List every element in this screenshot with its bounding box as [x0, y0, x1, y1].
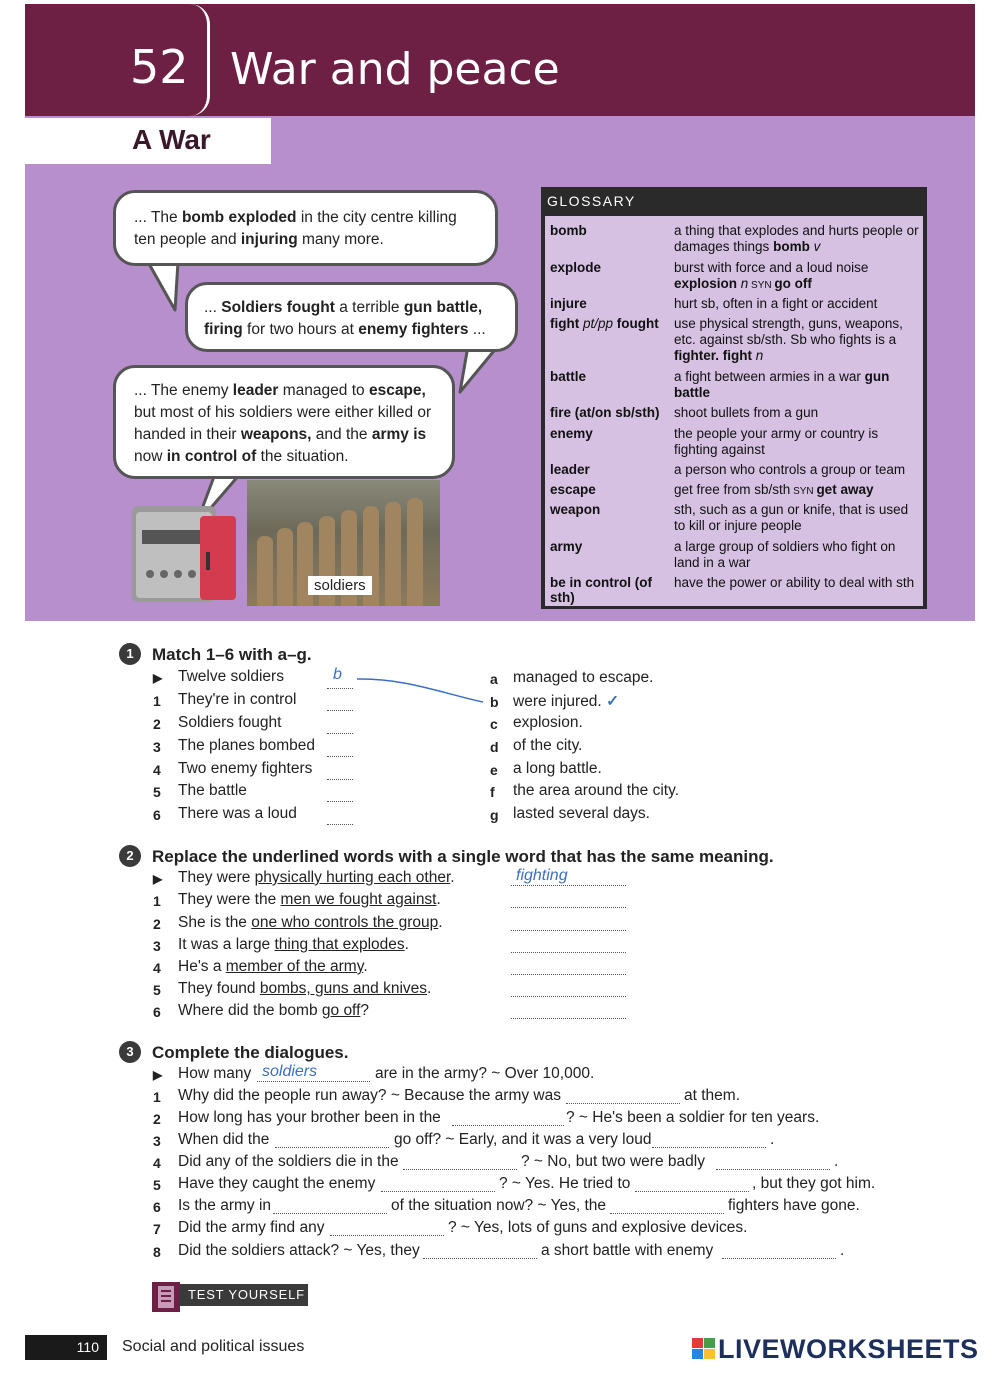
ex1-option-letter: d: [490, 739, 499, 755]
ex2-item-number: 3: [153, 938, 161, 954]
ex3-text: go off? ~ Early, and it was a very loud: [394, 1131, 652, 1148]
ex1-answer-4[interactable]: [327, 779, 353, 780]
footer-section: Social and political issues: [122, 1338, 305, 1355]
ex3-answer-8b[interactable]: [722, 1258, 836, 1259]
ex2-item-number: 6: [153, 1004, 161, 1020]
ex3-answer-6a[interactable]: [273, 1213, 387, 1214]
test-yourself-label: TEST YOURSELF: [180, 1284, 308, 1306]
exercise-3-title: Complete the dialogues.: [152, 1043, 349, 1062]
ex2-sentence: He's a member of the army.: [178, 958, 368, 975]
glossary-def: a person who controls a group or team: [674, 462, 906, 477]
ex3-item-number: 3: [153, 1133, 161, 1149]
speech-bubble-bomb: ... The bomb exploded in the city centre killing ten people and injuring many more.: [113, 190, 498, 266]
glossary-term: enemy: [550, 426, 593, 441]
ex1-left-text: They're in control: [178, 691, 297, 708]
book-icon: [152, 1280, 182, 1312]
glossary-term: fire (at/on sb/sth): [550, 405, 660, 420]
ex3-text: are in the army? ~ Over 10,000.: [375, 1065, 595, 1082]
ex2-sentence: It was a large thing that explodes.: [178, 936, 409, 953]
ex3-text: Did the soldiers attack? ~ Yes, they: [178, 1242, 420, 1259]
ex1-answer-3[interactable]: [327, 756, 353, 757]
ex3-example-answer: soldiers: [262, 1063, 318, 1080]
ex1-item-number: 5: [153, 784, 161, 800]
ex3-text: a short battle with enemy: [541, 1242, 714, 1259]
glossary-def: shoot bullets from a gun: [674, 405, 819, 420]
ex3-item-number: 8: [153, 1244, 161, 1260]
exercise-1-title: Match 1–6 with a–g.: [152, 645, 312, 664]
unit-title: War and peace: [230, 44, 560, 95]
glossary-def: a large group of soldiers who fight on land in a war: [674, 539, 896, 570]
glossary-term: bomb: [550, 223, 587, 238]
ex2-answer-3[interactable]: [511, 952, 626, 953]
ex1-item-number: 3: [153, 739, 161, 755]
radio-icon: [130, 486, 238, 604]
ex3-text: How many: [178, 1065, 252, 1082]
ex2-answer-1[interactable]: [511, 907, 626, 908]
exercise-2-number: 2: [119, 845, 141, 867]
ex3-answer-5b[interactable]: [635, 1191, 749, 1192]
ex1-left-text: There was a loud: [178, 805, 297, 822]
ex3-answer-4a[interactable]: [403, 1169, 517, 1170]
glossary-term: escape: [550, 482, 596, 497]
ex3-text: ? ~ No, but two were badly: [521, 1153, 705, 1170]
speech-bubble-leader: ... The enemy leader managed to escape, but most of his soldiers were either killed or handed in their weapons, and the army is now in control of the situation.: [113, 365, 455, 479]
ex1-left-text: The planes bombed: [178, 737, 316, 754]
ex1-option-letter: e: [490, 762, 498, 778]
ex3-text: .: [840, 1242, 845, 1259]
ex1-option-letter: a: [490, 671, 498, 687]
glossary-term: battle: [550, 369, 587, 384]
ex3-text: Did the army find any: [178, 1219, 325, 1236]
ex1-item-number: 1: [153, 693, 161, 709]
ex3-text: , but they got him.: [752, 1175, 876, 1192]
ex1-answer-2[interactable]: [327, 733, 353, 734]
glossary-heading: GLOSSARY: [547, 193, 636, 209]
ex3-text: fighters have gone.: [728, 1197, 860, 1214]
ex3-item-number: 4: [153, 1155, 161, 1171]
glossary-def: hurt sb, often in a fight or accident: [674, 296, 878, 311]
ex1-answer-1[interactable]: [327, 710, 353, 711]
ex1-option-letter: g: [490, 807, 499, 823]
ex1-answer-6[interactable]: [327, 824, 353, 825]
ex2-sentence: They were the men we fought against.: [178, 891, 441, 908]
ex3-text: Why did the people run away? ~ Because the army was: [178, 1087, 561, 1104]
ex1-option-text: of the city.: [513, 737, 583, 754]
speech-bubble-battle: ... Soldiers fought a terrible gun battle, firing for two hours at enemy fighters ...: [185, 282, 518, 352]
ex1-answer-5[interactable]: [327, 801, 353, 802]
ex1-option-text: managed to escape.: [513, 669, 654, 686]
ex3-answer-6b[interactable]: [610, 1213, 724, 1214]
ex3-item-number: 5: [153, 1177, 161, 1193]
ex3-text: Have they caught the enemy: [178, 1175, 376, 1192]
check-icon: ✓: [606, 693, 620, 710]
page-number: 110: [25, 1335, 107, 1360]
liveworksheets-logo-icon: [692, 1338, 716, 1360]
ex2-item-marker: ▶: [153, 872, 163, 886]
ex1-example-answer: b: [333, 666, 342, 683]
ex1-item-number: 2: [153, 716, 161, 732]
glossary-def: a fight between armies in a war gun battle: [674, 369, 890, 400]
ex3-text: ? ~ Yes, lots of guns and explosive devices.: [448, 1219, 748, 1236]
ex3-text: When did the: [178, 1131, 270, 1148]
ex1-option-letter: f: [490, 784, 495, 800]
glossary-def: burst with force and a loud noise explosion n SYN go off: [674, 260, 869, 291]
glossary-def: sth, such as a gun or knife, that is used to kill or injure people: [674, 502, 909, 533]
ex2-item-number: 1: [153, 893, 161, 909]
ex3-answer-2[interactable]: [452, 1125, 564, 1126]
glossary-def: the people your army or country is fighting against: [674, 426, 879, 457]
ex3-text: Did any of the soldiers die in the: [178, 1153, 399, 1170]
ex2-sentence: She is the one who controls the group.: [178, 914, 443, 931]
ex1-option-letter: b: [490, 694, 499, 710]
ex1-option-letter: c: [490, 716, 498, 732]
liveworksheets-brand[interactable]: LIVEWORKSHEETS: [718, 1334, 979, 1364]
ex1-left-text: Two enemy fighters: [178, 760, 313, 777]
ex2-answer-5[interactable]: [511, 996, 626, 997]
ex3-answer-1[interactable]: [566, 1103, 680, 1104]
ex1-item-number: 6: [153, 807, 161, 823]
ex2-answer-4[interactable]: [511, 974, 626, 975]
ex3-answer-3b[interactable]: [652, 1147, 766, 1148]
ex3-text: .: [834, 1153, 839, 1170]
glossary-def: get free from sb/sth SYN get away: [674, 482, 874, 497]
ex3-text: ? ~ He's been a soldier for ten years.: [566, 1109, 820, 1126]
ex1-item-marker: ▶: [153, 671, 163, 685]
ex3-text: .: [770, 1131, 775, 1148]
ex3-answer-8a[interactable]: [423, 1258, 537, 1259]
ex3-answer-7[interactable]: [330, 1235, 444, 1236]
ex3-text: of the situation now? ~ Yes, the: [391, 1197, 607, 1214]
glossary-term: be in control (of sth): [550, 575, 652, 605]
match-line: [355, 676, 485, 706]
ex1-left-text: Soldiers fought: [178, 714, 282, 731]
ex3-item-marker: ▶: [153, 1068, 163, 1082]
ex2-sentence: They found bombs, guns and knives.: [178, 980, 432, 997]
ex3-answer-3a[interactable]: [275, 1147, 389, 1148]
ex3-answer-5a[interactable]: [381, 1191, 495, 1192]
glossary-term: weapon: [550, 502, 601, 517]
glossary-term: fight pt/pp fought: [550, 316, 659, 331]
glossary-term: leader: [550, 462, 590, 477]
ex2-example-answer: fighting: [516, 867, 568, 884]
glossary-def: a thing that explodes and hurts people or damages things bomb v: [674, 223, 919, 254]
ex2-answer-2[interactable]: [511, 930, 626, 931]
exercise-2-title: Replace the underlined words with a single word that has the same meaning.: [152, 847, 774, 866]
unit-number: 52: [130, 40, 189, 94]
ex3-item-number: 6: [153, 1199, 161, 1215]
ex1-left-text: The battle: [178, 782, 247, 799]
ex1-item-number: 4: [153, 762, 161, 778]
ex3-text: How long has your brother been in the: [178, 1109, 441, 1126]
ex1-option-text: lasted several days.: [513, 805, 650, 822]
ex2-answer-6[interactable]: [511, 1018, 626, 1019]
ex3-text: at them.: [684, 1087, 740, 1104]
ex2-item-number: 5: [153, 982, 161, 998]
ex2-item-number: 4: [153, 960, 161, 976]
ex1-option-text: a long battle.: [513, 760, 602, 777]
glossary-term: explode: [550, 260, 602, 275]
ex1-left-text: Twelve soldiers: [178, 668, 284, 685]
glossary-term: army: [550, 539, 583, 554]
ex3-text: ? ~ Yes. He tried to: [499, 1175, 631, 1192]
photo-caption: soldiers: [308, 576, 372, 595]
ex2-item-number: 2: [153, 916, 161, 932]
ex3-item-number: 2: [153, 1111, 161, 1127]
ex3-item-number: 7: [153, 1221, 161, 1237]
ex1-option-text: the area around the city.: [513, 782, 680, 799]
exercise-1-number: 1: [119, 643, 141, 665]
section-label: A War: [132, 124, 211, 155]
glossary-term: injure: [550, 296, 587, 311]
exercise-3-number: 3: [119, 1041, 141, 1063]
test-yourself-button[interactable]: [152, 1280, 308, 1312]
glossary-def: use physical strength, guns, weapons, etc. against sb/sth. Sb who fights is a fighter. fight n: [674, 316, 903, 363]
ex2-sentence: They were physically hurting each other.: [178, 869, 455, 886]
ex3-text: Is the army in: [178, 1197, 272, 1214]
ex3-item-number: 1: [153, 1089, 161, 1105]
ex1-option-text: were injured. ✓: [513, 693, 620, 710]
glossary-def: have the power or ability to deal with sth: [674, 575, 915, 590]
ex3-answer-4b[interactable]: [716, 1169, 830, 1170]
ex1-option-text: explosion.: [513, 714, 583, 731]
ex2-sentence: Where did the bomb go off?: [178, 1002, 370, 1019]
